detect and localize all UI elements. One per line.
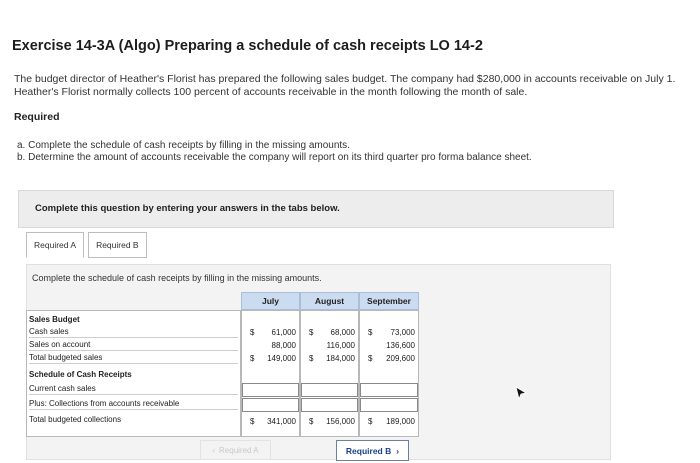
intro-paragraph: The budget director of Heather's Florist has prepared the following sales budget. The company had $280,000 in accounts receivable on July 1. Heather's Florist normally collects 100 percent of accounts receivable in the month following the month of sale.: [14, 73, 676, 98]
required-b-text: b. Determine the amount of accounts receivable the company will report on its third quarter pro forma balance sheet.: [17, 152, 532, 163]
mouse-pointer-icon: [515, 386, 527, 400]
tab-required-a[interactable]: Required A: [26, 232, 84, 258]
prev-tab-button[interactable]: ‹ Required A: [200, 440, 271, 460]
tab-instruction: Complete the schedule of cash receipts by filling in the missing amounts.: [32, 273, 322, 283]
banner-text: Complete this question by entering your answers in the tabs below.: [35, 203, 340, 214]
column-header-july: July: [241, 292, 300, 310]
august-column: $ 68,000 116,000 $ 184,000 $ 156,000: [300, 310, 359, 437]
row-label: Total budgeted collections: [29, 414, 122, 424]
july-total-collections: 341,000: [267, 417, 296, 426]
column-header-september: September: [359, 292, 419, 310]
july-collections-input[interactable]: [242, 398, 299, 412]
row-label: Sales Budget: [29, 314, 80, 324]
required-heading: Required: [14, 111, 60, 123]
august-total-sales: 184,000: [326, 354, 355, 363]
row-labels-column: [26, 310, 241, 437]
september-sales-on-account: 136,600: [386, 341, 415, 350]
july-current-cash-sales-input[interactable]: [242, 383, 299, 397]
august-current-cash-sales-input[interactable]: [301, 383, 358, 397]
september-collections-input[interactable]: [360, 398, 418, 412]
row-label: Current cash sales: [29, 383, 238, 395]
row-label: Total budgeted sales: [29, 352, 238, 364]
cash-receipts-schedule: [26, 292, 419, 437]
september-column: $ 73,000 136,600 $ 209,600 $ 189,000: [359, 310, 419, 437]
july-column: $ 61,000 88,000 $ 149,000 $ 341,000: [241, 310, 300, 437]
tab-bar: [26, 232, 147, 258]
july-sales-on-account: 88,000: [271, 341, 296, 350]
required-a-text: a. Complete the schedule of cash receipts by filling in the missing amounts.: [17, 140, 350, 151]
row-label: Plus: Collections from accounts receivable: [29, 398, 238, 410]
july-total-sales: 149,000: [267, 354, 296, 363]
exercise-title: Exercise 14-3A (Algo) Preparing a schedule of cash receipts LO 14-2: [12, 38, 483, 54]
row-label: Schedule of Cash Receipts: [29, 369, 132, 379]
july-cash-sales: 61,000: [271, 328, 296, 337]
august-total-collections: 156,000: [326, 417, 355, 426]
september-total-collections: 189,000: [386, 417, 415, 426]
row-label: Cash sales: [29, 326, 238, 338]
row-label: Sales on account: [29, 339, 238, 351]
tab-required-b[interactable]: Required B: [88, 232, 147, 258]
august-sales-on-account: 116,000: [326, 341, 355, 350]
column-header-august: August: [300, 292, 359, 310]
chevron-left-icon: ‹: [212, 445, 216, 455]
september-cash-sales: 73,000: [390, 328, 415, 337]
september-total-sales: 209,600: [386, 354, 415, 363]
chevron-right-icon: ›: [396, 445, 400, 456]
instruction-banner: [18, 190, 614, 228]
august-collections-input[interactable]: [301, 398, 358, 412]
september-current-cash-sales-input[interactable]: [360, 383, 418, 397]
next-tab-button[interactable]: Required B ›: [336, 440, 409, 461]
august-cash-sales: 68,000: [330, 328, 355, 337]
